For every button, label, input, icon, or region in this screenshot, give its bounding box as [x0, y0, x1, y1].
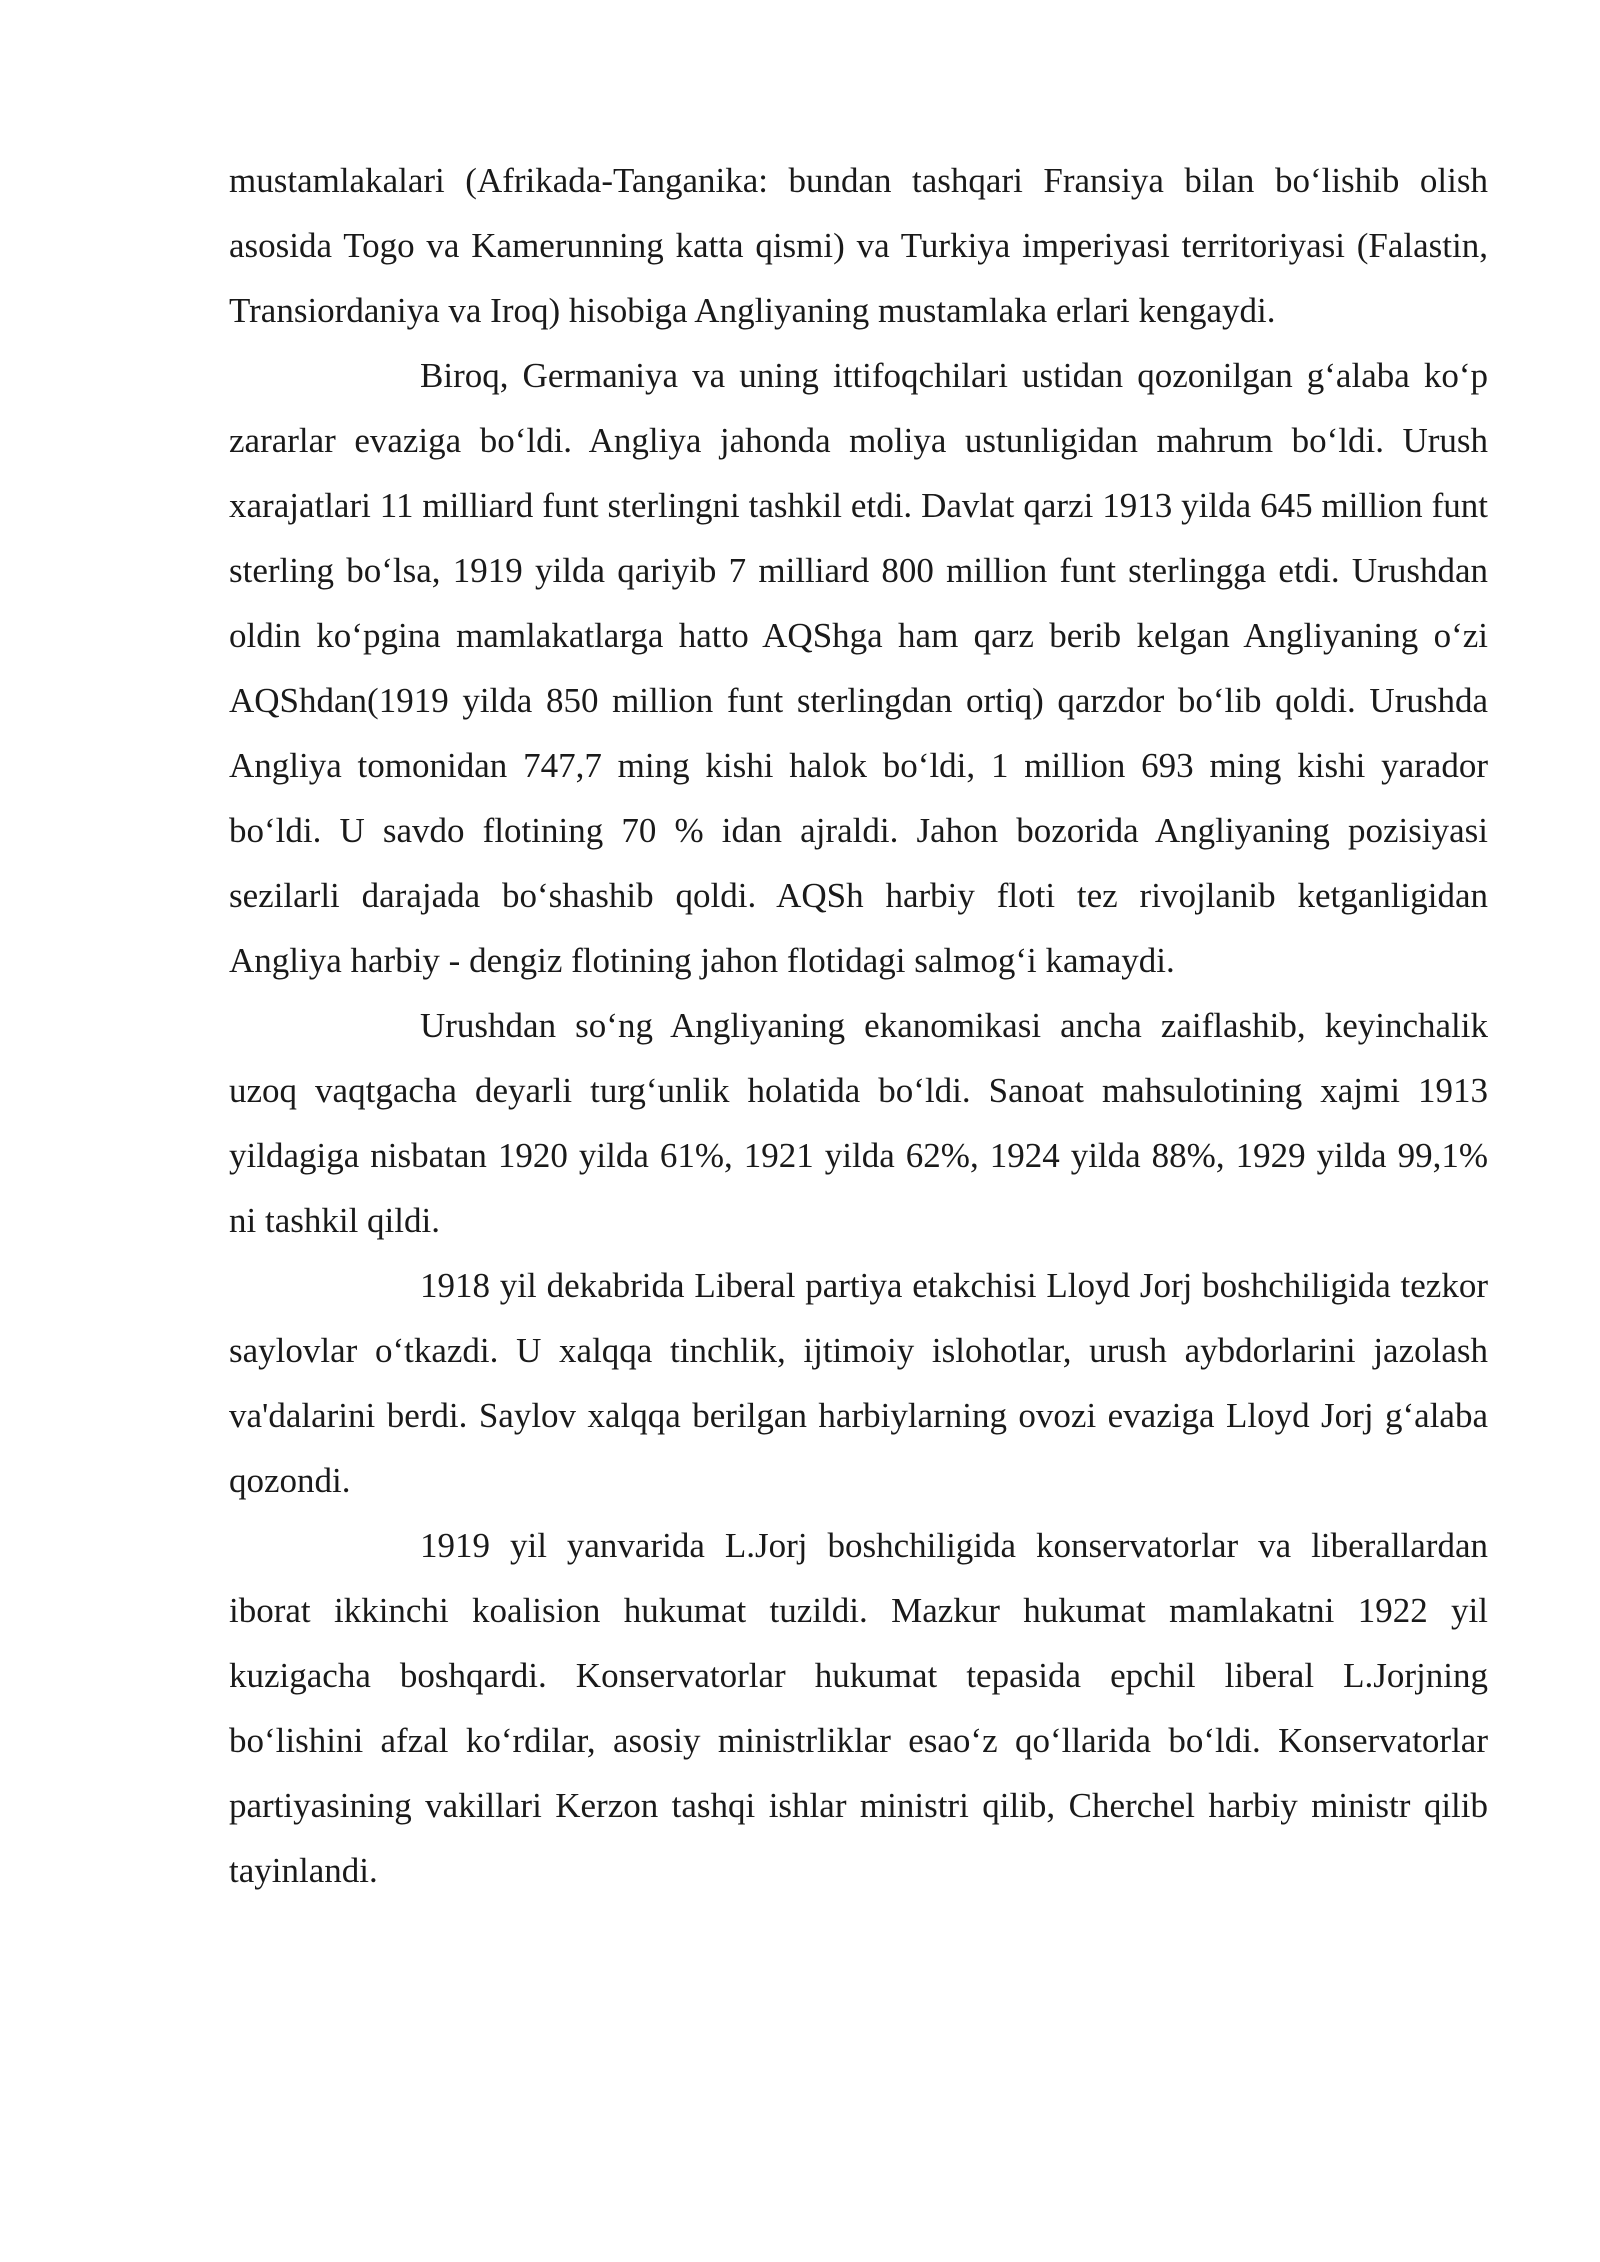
paragraph-4: 1918 yil dekabrida Liberal partiya etakchisi Lloyd Jorj boshchiligida tezkor saylovlar o‘tkazdi. U xalqqa tinchlik, ijtimoiy islohotlar, urush aybdorlarini jazolash va'dalarini berdi. Saylov xalqqa berilgan harbiylarning ovozi evaziga Lloyd Jorj g‘alaba qozondi.	[229, 1266, 1488, 1500]
paragraph-3: Urushdan so‘ng Angliyaning ekanomikasi ancha zaiflashib, keyinchalik uzoq vaqtgacha deyarli turg‘unlik holatida bo‘ldi. Sanoat mahsulotining xajmi 1913 yildagiga nisbatan 1920 yilda 61%, 1921 yilda 62%, 1924 yilda 88%, 1929 yilda 99,1% ni tashkil qildi.	[229, 1006, 1488, 1240]
paragraph-5: 1919 yil yanvarida L.Jorj boshchiligida konservatorlar va liberallardan iborat ikkinchi koalision hukumat tuzildi. Mazkur hukumat mamlakatni 1922 yil kuzigacha boshqardi. Konservatorlar hukumat tepasida epchil liberal L.Jorjning bo‘lishini afzal ko‘rdilar, asosiy ministrliklar esao‘z qo‘llarida bo‘ldi. Konservatorlar partiyasining vakillari Kerzon tashqi ishlar ministri qilib, Cherchel harbiy ministr qilib tayinlandi.	[229, 1526, 1488, 1890]
paragraph-1: mustamlakalari (Afrikada-Tanganika: bundan tashqari Fransiya bilan bo‘lishib olish asosida Togo va Kamerunning katta qismi) va Turkiya imperiyasi territoriyasi (Falastin, Transiordaniya va Iroq) hisobiga Angliyaning mustamlaka erlari kengaydi.	[229, 161, 1488, 330]
document-page	[229, 148, 1488, 1903]
paragraph-2: Biroq, Germaniya va uning ittifoqchilari ustidan qozonilgan g‘alaba ko‘p zararlar evaziga bo‘ldi. Angliya jahonda moliya ustunligidan mahrum bo‘ldi. Urush xarajatlari 11 milliard funt sterlingni tashkil etdi. Davlat qarzi 1913 yilda 645 million funt sterling bo‘lsa, 1919 yilda qariyib 7 milliard 800 million funt sterlingga etdi. Urushdan oldin ko‘pgina mamlakatlarga hatto AQShga ham qarz berib kelgan Angliyaning o‘zi AQShdan(1919 yilda 850 million funt sterlingdan ortiq) qarzdor bo‘lib qoldi. Urushda Angliya tomonidan 747,7 ming kishi halok bo‘ldi, 1 million 693 ming kishi yarador bo‘ldi. U savdo flotining 70 % idan ajraldi. Jahon bozorida Angliyaning pozisiyasi sezilarli darajada bo‘shashib qoldi. AQSh harbiy floti tez rivojlanib ketganligidan Angliya harbiy - dengiz flotining jahon flotidagi salmog‘i kamaydi.	[229, 356, 1488, 980]
